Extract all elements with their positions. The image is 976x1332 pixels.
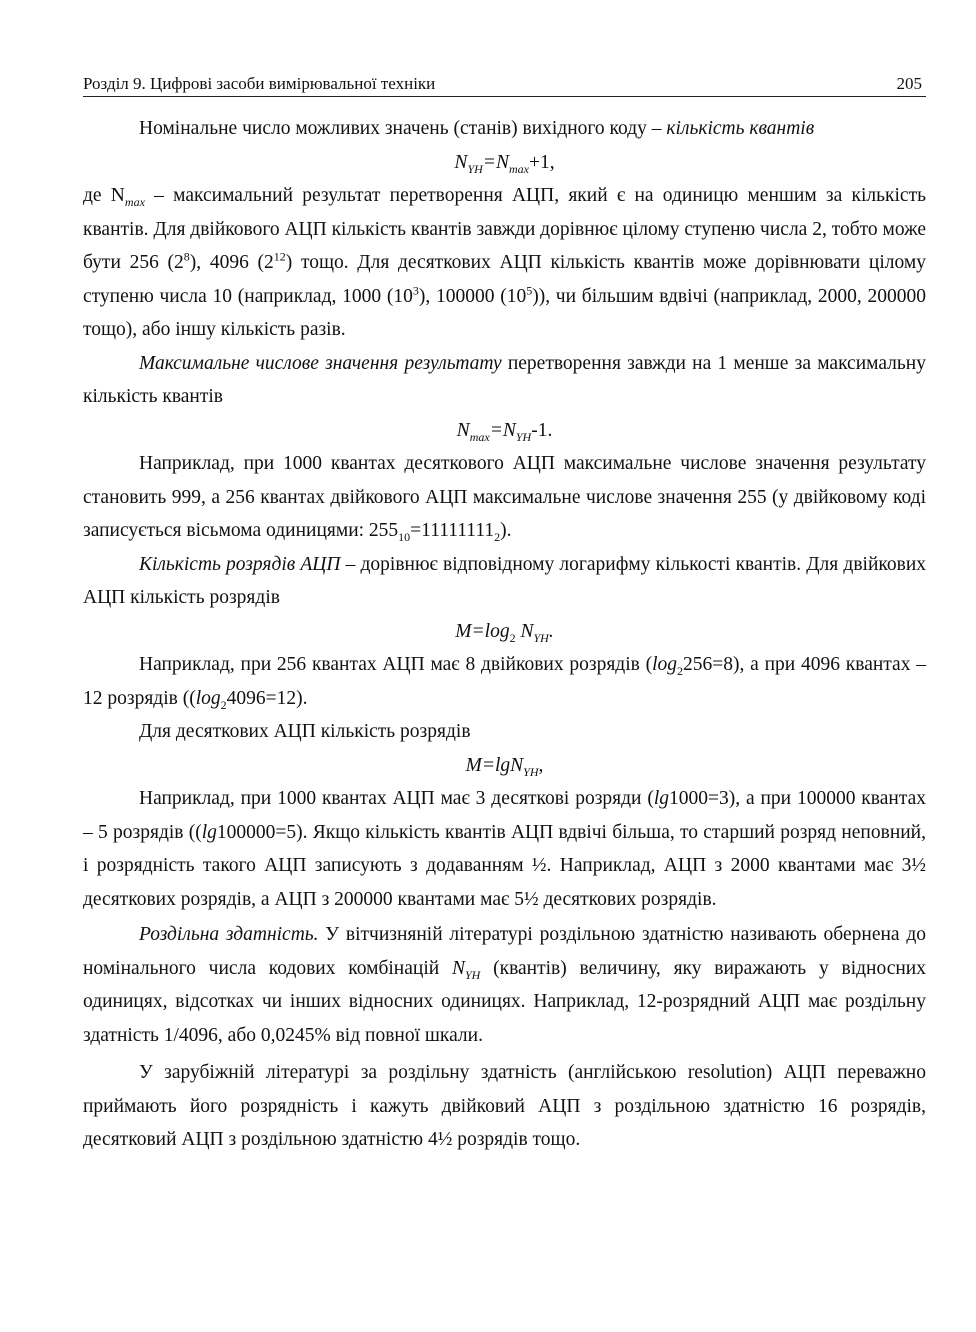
paragraph-decimal-bits: Для десяткових АЦП кількість розрядів xyxy=(139,721,471,742)
page-header xyxy=(83,72,926,97)
term-max-value: Максимальне числове значення результату xyxy=(139,352,502,374)
formula-nyh: $N_{YH}=N_{max}+1$, xyxy=(454,151,555,176)
term-quanta-count: кількість квантів xyxy=(666,118,815,139)
paragraph-foreign-resolution: У зарубіжній літературі за роздільну здатність (англійською resolution) АЦП переважно приймають його розрядність і кажуть двійковий АЦП з роздільною здатністю 16 розрядів, десятковий АЦП з роздільною здатністю 4½ розрядів тощо. xyxy=(83,1062,926,1150)
paragraph-nominal-count: Номінальне число можливих значень (станів) вихідного коду – кількість квантів xyxy=(139,118,815,139)
formula-nmax: $N_{max}=N_{YH}-1$. xyxy=(456,419,553,444)
paragraph-nmax-definition: де $N_{max}$ – максимальний результат перетворення АЦП, який є на одиницю меншим за кількість квантів. Для двійкового АЦП кількість квантів завжди дорівнює цілому ступеню числа 2, тобто може бути 256 $(2^8)$, 4096 $(2^{12})$ тощо. Для десяткових АЦП кількість квантів може дорівнювати цілому ступеню числа 10 (наприклад, 1000 $(10^3)$, 100000 $(10^5)$), чи більшим вдвічі (наприклад, 2000, 200000 тощо), або іншу кількість разів. xyxy=(83,185,927,340)
formula-log2: $M=\log_2$ $N_{YH}$. xyxy=(455,620,554,645)
paragraph-example-max: Наприклад, при 1000 квантах десяткового АЦП максимальне числове значення результату становить 999, а 256 квантах двійкового АЦП максимальне числове значення 255 (у двійковому коді записується вісьмома одиницями: $255_{10}=11111111_2$). xyxy=(83,453,926,544)
paragraph-bit-count: Кількість розрядів АЦП – дорівнює відповідному логарифму кількості квантів. Для двійкових АЦП кількість розрядів xyxy=(83,553,927,608)
page-body xyxy=(83,112,926,1157)
paragraph-resolution: Роздільна здатність. У вітчизняній літературі роздільною здатністю називають обернена до номінального числа кодових комбінацій $N_{YH}$ (квантів) величину, яку виражають у відносних одиницях, відсотках чи інших відносних одиницях. Наприклад, 12-розрядний АЦП має роздільну здатність 1/4096, або 0,0245% від повної шкали. xyxy=(83,924,926,1046)
paragraph-max-value: Максимальне числове значення результату перетворення завжди на 1 менше за максимальну кількість квантів xyxy=(83,352,926,407)
chapter-title: Розділ 9. Цифрові засоби вимірювальної техніки xyxy=(83,74,436,93)
paragraph-example-binary: Наприклад, при 256 квантах АЦП має 8 двійкових розрядів $(\log_2256=8)$, а при 4096 квантах – 12 розрядів ($(\log_24096=12)$. xyxy=(83,654,926,712)
paragraph-example-decimal: Наприклад, при 1000 квантах АЦП має 3 десяткові розряди (lg1000=3), а при 100000 квантах – 5 розрядів ((lg100000=5). Якщо кількість квантів АЦП вдвічі більша, то старший розряд неповний, і розрядність такого АЦП записують з додаванням ½. Наприклад, АЦП з 2000 квантами має 3½ десяткових розрядів, а АЦП з 200000 квантами має 5½ десяткових розрядів. xyxy=(83,788,926,910)
term-resolution: Роздільна здатність. xyxy=(139,924,319,945)
formula-lg: M=lgN$_{YH}$, xyxy=(465,754,544,779)
page-number: 205 xyxy=(896,74,922,93)
term-bit-count: Кількість розрядів АЦП xyxy=(139,553,341,575)
